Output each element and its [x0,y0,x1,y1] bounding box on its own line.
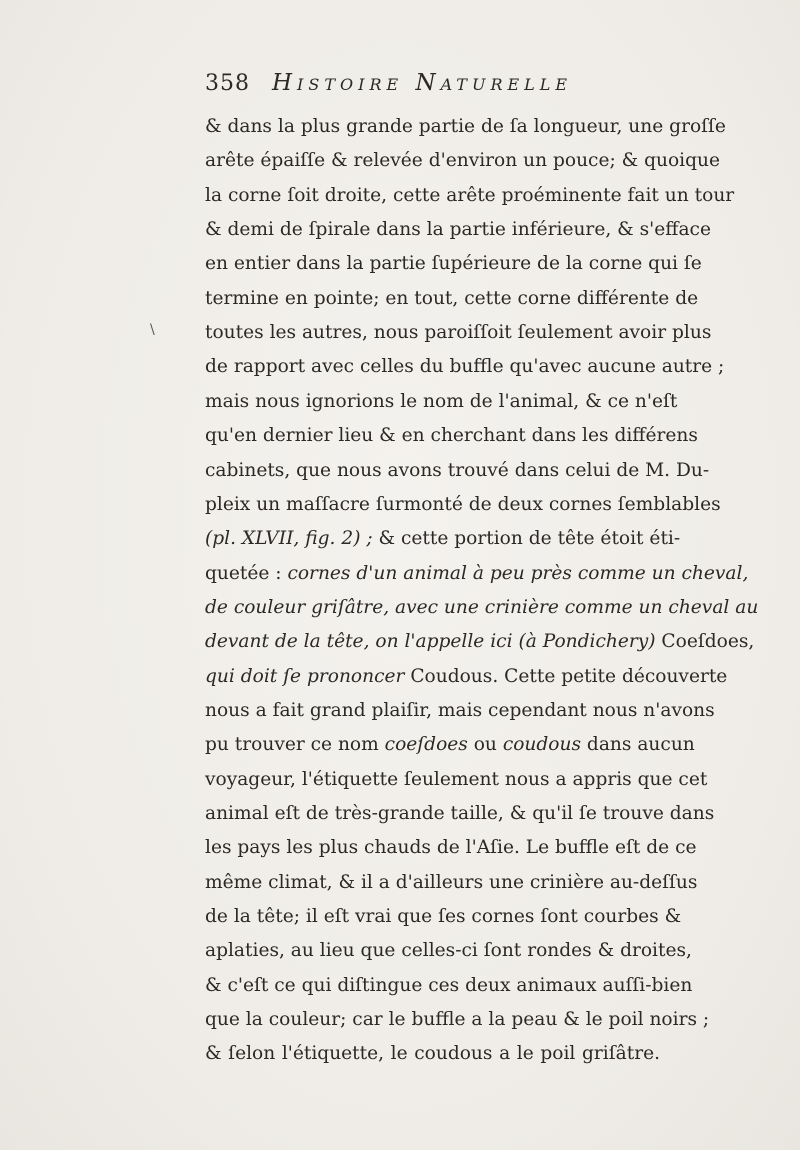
text-line [205,831,697,865]
text-span: & cette portion de tête étoit éti- [372,528,681,550]
text-span: quetée : [205,562,288,584]
text-span: que la couleur; car le buffle a la peau & le poil noirs ; [205,1009,710,1031]
text-span: mais nous ignorions le nom de l'animal, & ce n'eſt [205,390,678,412]
text-span: toutes les autres, nous paroiſſoit ſeulement avoir plus [205,322,712,344]
italic-text-span: devant de la tête, on l'appelle ici (à Pondichery) [205,631,656,653]
text-span: en entier dans la partie ſupérieure de la corne qui ſe [205,253,702,275]
text-span: voyageur, l'étiquette ſeulement nous a appris que cet [205,768,708,790]
italic-text-span: coudous [502,734,582,756]
text-span: animal eſt de très-grande taille, & qu'il ſe trouve dans [205,803,715,824]
text-span: Coeſdoes, [655,631,755,653]
text-span: même climat, & il a d'ailleurs une crinière au-deſſus [205,871,698,893]
text-span: qu'en dernier lieu & en cherchant dans les différens [205,425,698,447]
text-line [205,179,735,213]
italic-text-span: cornes d'un animal à peu près comme un cheval, [287,562,749,584]
text-line [205,110,726,144]
text-line [205,213,711,247]
text-span: termine en pointe; en tout, cette corne différente de [205,287,699,309]
text-span: aplaties, au lieu que celles-ci ſont rondes & droites, [205,940,692,962]
text-line [205,557,749,591]
text-line [205,591,759,625]
text-span: les pays les plus chauds de l'Aſie. Le buffle eſt de ce [205,837,697,859]
text-span: & demi de ſpirale dans la partie inférieure, & s'efface [205,219,711,241]
running-title: Histoire Naturelle [272,70,573,96]
text-line [205,625,755,659]
text-line [205,797,715,831]
text-span: la corne ſoit droite, cette arête proéminente fait un tour [205,184,735,206]
text-line [205,144,721,178]
page-number: 358 [205,71,250,96]
text-span: & c'eſt ce qui diſtingue ces deux animaux auſſi-bien [205,974,693,996]
text-span: nous a fait grand plaiſir, mais cependant nous n'avons [205,699,715,721]
text-span: Coudous. Cette petite découverte [404,665,728,687]
text-line [205,763,708,797]
text-span: pu trouver ce nom [205,734,385,756]
italic-text-span: qui doit ſe prononcer [205,665,405,687]
italic-text-span: de couleur griſâtre, avec une crinière comme un cheval au [205,596,759,618]
italic-text-span: coeſdoes [384,734,468,756]
text-span: de rapport avec celles du buffle qu'avec aucune autre ; [205,356,725,378]
text-span: arête épaiſſe & relevée d'environ un pouce; & quoique [205,150,721,172]
text-span: & ſelon l'étiquette, le coudous a le poil griſâtre. [205,1043,660,1065]
text-line [205,247,702,281]
text-line [205,900,682,934]
margin-mark: \ [150,322,155,338]
text-line [205,728,695,762]
text-span: ou [467,734,503,756]
text-line [205,522,681,556]
text-line [205,419,698,453]
text-span: pleix un maſſacre ſurmonté de deux cornes ſemblables [205,493,721,515]
text-line [205,660,728,694]
text-line [205,1037,660,1071]
italic-text-span: (pl. XLVII, fig. 2) ; [205,528,373,550]
text-line [205,694,715,728]
text-line [205,454,710,488]
text-line [205,969,693,1003]
text-line [205,1003,710,1037]
text-line [205,488,721,522]
page-header [205,70,665,104]
text-line [205,934,692,968]
text-span: dans aucun [581,734,695,756]
text-line [205,350,725,384]
text-span: & dans la plus grande partie de ſa longueur, une groſſe [205,116,726,137]
text-span: cabinets, que nous avons trouvé dans celui de M. Du- [205,459,710,481]
text-line [205,385,678,419]
text-span: de la tête; il eſt vrai que ſes cornes ſont courbes & [205,906,682,928]
text-line [205,282,699,316]
text-line [205,316,712,350]
text-line [205,866,698,900]
